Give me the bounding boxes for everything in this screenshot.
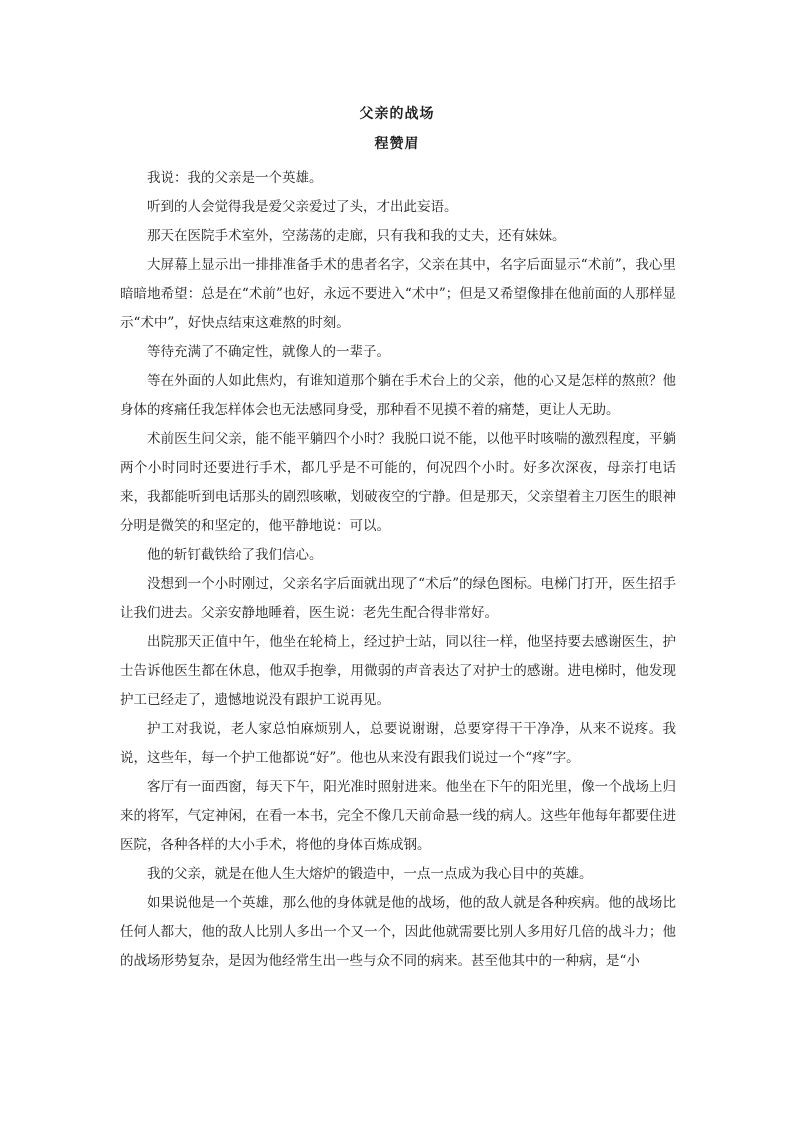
paragraph: 等在外面的人如此焦灼，有谁知道那个躺在手术台上的父亲，他的心又是怎样的熬煎？他身体的疼痛任我怎样体会也无法感同身受，那种看不见摸不着的痛楚，更让人无助。 — [120, 373, 676, 418]
paragraph: 听到的人会觉得我是爱父亲爱过了头，才出此妄语。 — [147, 199, 458, 215]
paragraph: 出院那天正值中午，他坐在轮椅上，经过护士站，同以往一样，他坚持要去感谢医生，护士告诉他医生都在休息，他双手抱拳，用微弱的声音表达了对护士的感谢。进电梯时，他发现护工已经走了，遗憾地说没有跟护工说再见。 — [120, 634, 676, 708]
article-title: 父亲的战场 — [359, 106, 435, 122]
paragraph: 没想到一个小时刚过，父亲名字后面就出现了“术后”的绿色图标。电梯门打开，医生招手让我们进去。父亲安静地睡着，医生说：老先生配合得非常好。 — [120, 576, 676, 621]
article-body — [120, 164, 676, 976]
paragraph: 他的斩钉截铁给了我们信心。 — [147, 547, 323, 563]
article-author: 程赞眉 — [374, 136, 420, 152]
paragraph: 等待充满了不确定性，就像人的一辈子。 — [147, 344, 390, 360]
paragraph: 大屏幕上显示出一排排准备手术的患者名字，父亲在其中，名字后面显示“术前”，我心里暗暗地希望：总是在“术前”也好，永远不要进入“术中”；但是又希望像排在他前面的人那样显示“术中”，好快点结束这难熬的时刻。 — [120, 257, 676, 331]
paragraph: 客厅有一面西窗，每天下午，阳光准时照射进来。他坐在下午的阳光里，像一个战场上归来的将军，气定神闲，在看一本书，完全不像几天前命悬一线的病人。这些年他每年都要住进医院，各种各样的大小手术，将他的身体百炼成钢。 — [120, 779, 676, 853]
paragraph: 护工对我说，老人家总怕麻烦别人，总要说谢谢，总要穿得干干净净，从来不说疼。我说，这些年，每一个护工他都说“好”。他也从来没有跟我们说过一个“疼”字。 — [120, 721, 676, 766]
paragraph: 如果说他是一个英雄，那么他的身体就是他的战场，他的敌人就是各种疾病。他的战场比任何人都大，他的敌人比别人多出一个又一个，因此他就需要比别人多用好几倍的战斗力；他的战场形势复杂，是因为他经常生出一些与众不同的病来。甚至他其中的一种病，是“小 — [120, 895, 676, 969]
paragraph: 我说：我的父亲是一个英雄。 — [147, 170, 323, 186]
paragraph: 我的父亲，就是在他人生大熔炉的锻造中，一点一点成为我心目中的英雄。 — [147, 866, 593, 882]
paragraph: 那天在医院手术室外，空荡荡的走廊，只有我和我的丈夫，还有妹妹。 — [147, 228, 566, 244]
paragraph: 术前医生问父亲，能不能平躺四个小时？我脱口说不能，以他平时咳喘的激烈程度，平躺两个小时同时还要进行手术，都几乎是不可能的，何况四个小时。好多次深夜，母亲打电话来，我都能听到电话那头的剧烈咳嗽，划破夜空的宁静。但是那天，父亲望着主刀医生的眼神分明是微笑的和坚定的，他平静地说：可以。 — [120, 431, 676, 534]
